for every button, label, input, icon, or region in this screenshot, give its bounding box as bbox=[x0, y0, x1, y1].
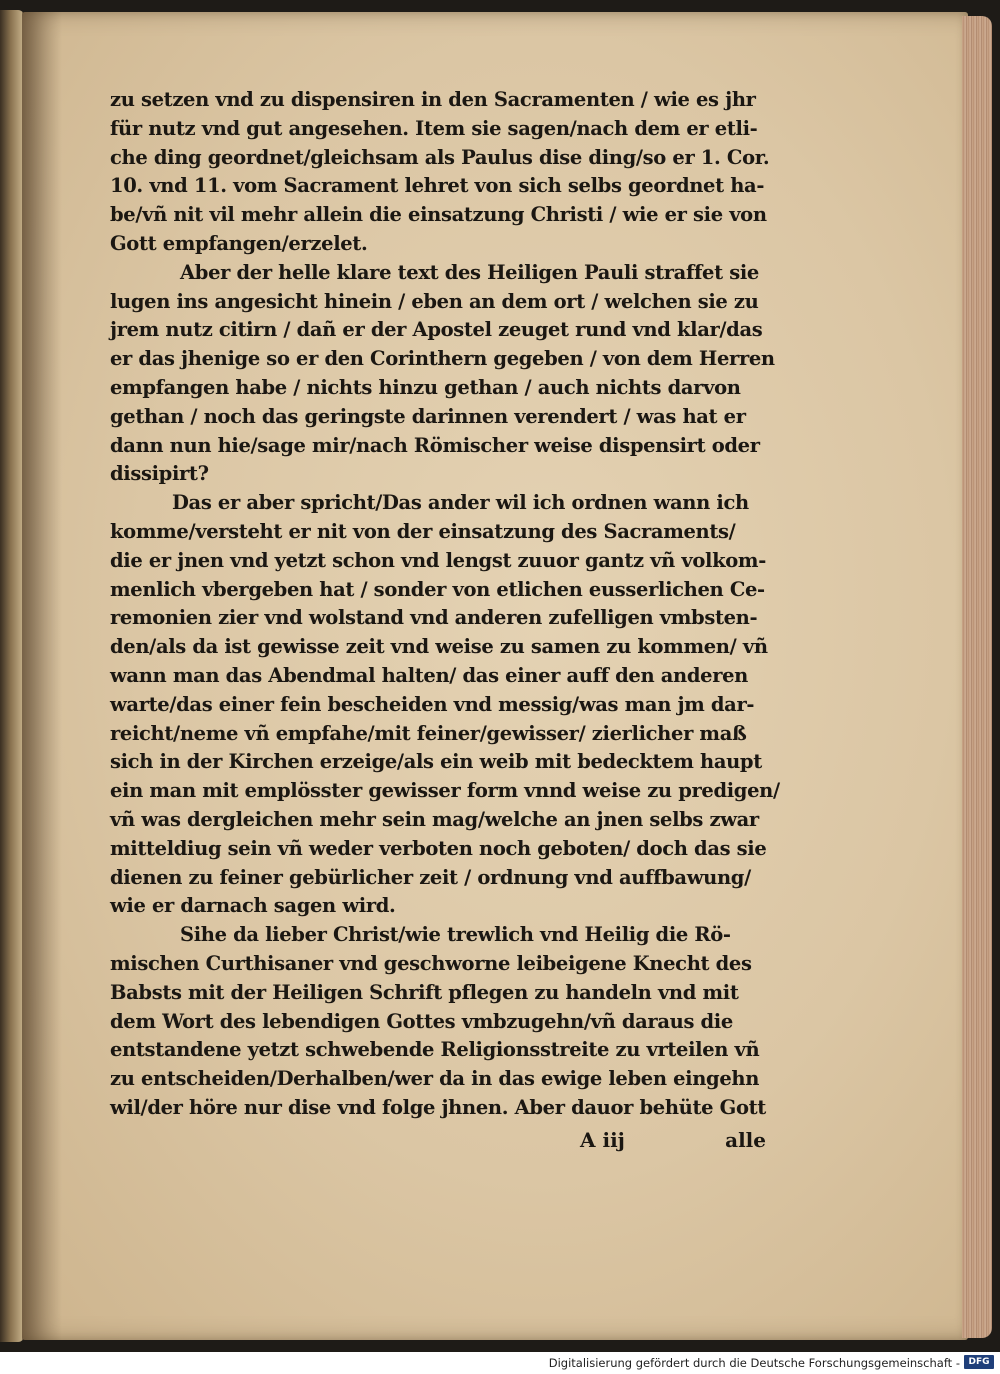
text-line: jrem nutz citirn / dañ er der Apostel zeuget rund vnd klar/das bbox=[110, 318, 763, 342]
text-line: mitteldiug sein vñ weder verboten noch geboten/ doch das sie bbox=[110, 836, 767, 860]
page-gutter-shadow bbox=[22, 12, 62, 1340]
page-fore-edge bbox=[962, 16, 992, 1338]
text-line: dissipirt? bbox=[110, 462, 209, 486]
text-line: ein man mit emplösster gewisser form vnnd weise zu predigen/ bbox=[110, 779, 780, 803]
text-line: er das jhenige so er den Corinthern gegeben / von dem Herren bbox=[110, 347, 775, 371]
text-line: che ding geordnet/gleichsam als Paulus dise ding/so er 1. Cor. bbox=[110, 145, 770, 169]
text-line: sich in der Kirchen erzeige/als ein weib mit bedecktem haupt bbox=[110, 750, 762, 774]
text-line: komme/versteht er nit von der einsatzung des Sacraments/ bbox=[110, 519, 736, 543]
text-line: menlich vbergeben hat / sonder von etlichen eusserlichen Ce- bbox=[110, 577, 765, 601]
text-line: dienen zu feiner gebürlicher zeit / ordnung vnd auffbawung/ bbox=[110, 865, 751, 889]
text-line: Babsts mit der Heiligen Schrift pflegen zu handeln vnd mit bbox=[110, 980, 739, 1004]
text-line: warte/das einer fein bescheiden vnd messig/was man jm dar- bbox=[110, 692, 755, 716]
text-line: 10. vnd 11. vom Sacrament lehret von sich selbs geordnet ha- bbox=[110, 174, 765, 198]
text-line: remonien zier vnd wolstand vnd anderen zufelligen vmbsten- bbox=[110, 606, 758, 630]
text-line: den/als da ist gewisse zeit vnd weise zu samen zu kommen/ vñ bbox=[110, 635, 768, 659]
text-line: wie er darnach sagen wird. bbox=[110, 894, 396, 918]
text-line: wil/der höre nur dise vnd folge jhnen. Aber dauor behüte Gott bbox=[110, 1095, 766, 1119]
text-line: be/vñ nit vil mehr allein die einsatzung Christi / wie er sie von bbox=[110, 203, 767, 227]
text-line: entstandene yetzt schwebende Religionsstreite zu vrteilen vñ bbox=[110, 1038, 760, 1062]
text-line: vñ was dergleichen mehr sein mag/welche an jnen selbs zwar bbox=[110, 807, 759, 831]
text-line: Gott empfangen/erzelet. bbox=[110, 231, 368, 255]
text-line: die er jnen vnd yetzt schon vnd lengst zuuor gantz vñ volkom- bbox=[110, 548, 766, 572]
signature-mark: A iij bbox=[580, 1128, 625, 1152]
catchword: alle bbox=[725, 1128, 766, 1152]
text-line: wann man das Abendmal halten/ das einer auff den anderen bbox=[110, 663, 749, 687]
text-line: Sihe da lieber Christ/wie trewlich vnd Heilig die Rö- bbox=[180, 923, 731, 947]
text-line: zu setzen vnd zu dispensiren in den Sacramenten / wie es jhr bbox=[110, 88, 756, 111]
text-line: reicht/neme vñ empfahe/mit feiner/gewisser/ zierlicher maß bbox=[110, 721, 747, 745]
text-line: mischen Curthisaner vnd geschworne leibeigene Knecht des bbox=[110, 951, 752, 975]
text-line: lugen ins angesicht hinein / eben an dem ort / welchen sie zu bbox=[110, 289, 759, 313]
text-line: dem Wort des lebendigen Gottes vmbzugehn/vñ daraus die bbox=[110, 1009, 733, 1033]
left-page-edge bbox=[0, 10, 24, 1342]
text-line: dann nun hie/sage mir/nach Römischer weise dispensirt oder bbox=[110, 433, 760, 457]
text-line: zu entscheiden/Derhalben/wer da in das ewige leben eingehn bbox=[110, 1067, 760, 1091]
text-line: Das er aber spricht/Das ander wil ich ordnen wann ich bbox=[172, 491, 749, 515]
page-text-block bbox=[110, 86, 780, 1123]
dfg-logo: DFG bbox=[964, 1355, 994, 1369]
text-line: gethan / noch das geringste darinnen verendert / was hat er bbox=[110, 404, 746, 428]
signature-line bbox=[580, 1128, 766, 1158]
funding-credit: Digitalisierung gefördert durch die Deutsche Forschungsgemeinschaft - bbox=[548, 1356, 960, 1370]
text-line: für nutz vnd gut angesehen. Item sie sagen/nach dem er etli- bbox=[110, 116, 758, 140]
text-line: Aber der helle klare text des Heiligen Pauli straffet sie bbox=[180, 260, 759, 284]
text-line: empfangen habe / nichts hinzu gethan / auch nichts darvon bbox=[110, 375, 741, 399]
